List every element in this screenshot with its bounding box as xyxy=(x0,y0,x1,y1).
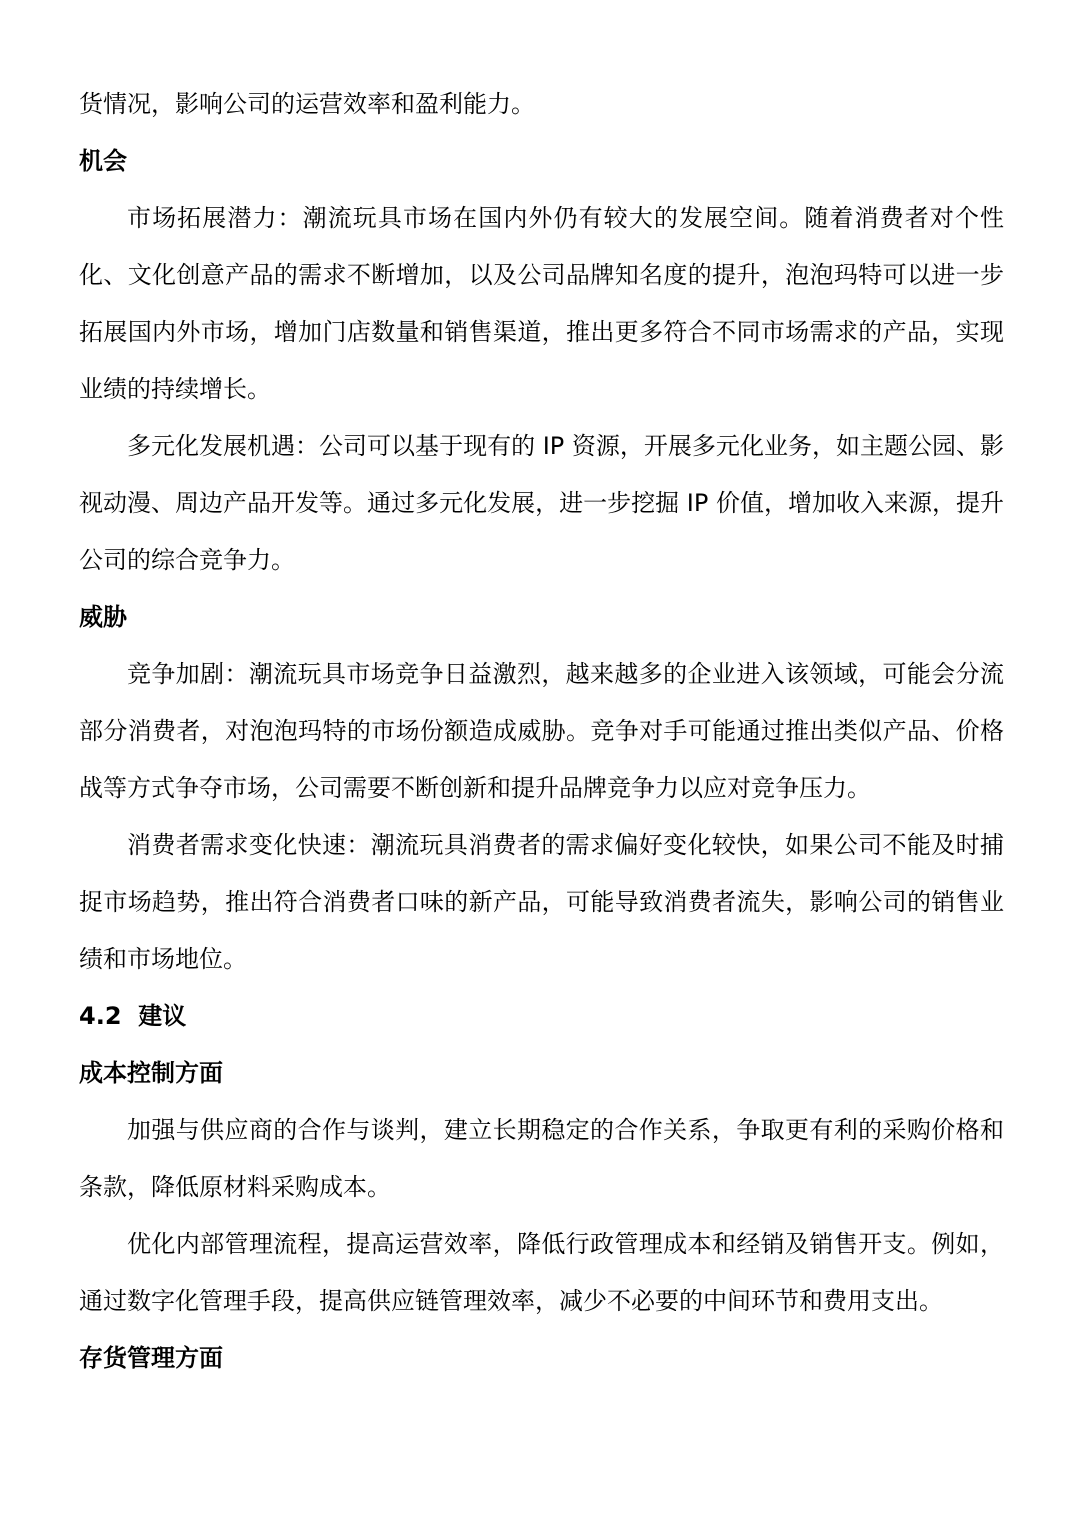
heading-recommendations: 4.2 建议 xyxy=(79,1002,187,1030)
heading-opportunities: 机会 xyxy=(79,147,127,175)
heading-inventory-management: 存货管理方面 xyxy=(79,1344,223,1372)
paragraph-consumer-demand: 消费者需求变化快速：潮流玩具消费者的需求偏好变化较快，如果公司不能及时捕捉市场趋势，推出符合消费者口味的新产品，可能导致消费者流失，影响公司的销售业绩和市场地位。 xyxy=(79,831,1004,973)
heading-cost-control: 成本控制方面 xyxy=(79,1059,223,1087)
paragraph-internal-management: 优化内部管理流程，提高运营效率，降低行政管理成本和经销及销售开支。例如，通过数字化管理手段，提高供应链管理效率，减少不必要的中间环节和费用支出。 xyxy=(79,1230,1004,1315)
paragraph-market-expansion: 市场拓展潜力：潮流玩具市场在国内外仍有较大的发展空间。随着消费者对个性化、文化创意产品的需求不断增加，以及公司品牌知名度的提升，泡泡玛特可以进一步拓展国内外市场，增加门店数量和销售渠道，推出更多符合不同市场需求的产品，实现业绩的持续增长。 xyxy=(79,204,1004,403)
document-page xyxy=(79,76,1004,1387)
heading-threats: 威胁 xyxy=(79,603,127,631)
paragraph-inventory-continuation: 货情况，影响公司的运营效率和盈利能力。 xyxy=(79,90,535,118)
paragraph-diversification: 多元化发展机遇：公司可以基于现有的 IP 资源，开展多元化业务，如主题公园、影视动漫、周边产品开发等。通过多元化发展，进一步挖掘 IP 价值，增加收入来源，提升公司的综合竞争力。 xyxy=(79,432,1004,574)
paragraph-supplier-cooperation: 加强与供应商的合作与谈判，建立长期稳定的合作关系，争取更有利的采购价格和条款，降低原材料采购成本。 xyxy=(79,1116,1004,1201)
paragraph-competition: 竞争加剧：潮流玩具市场竞争日益激烈，越来越多的企业进入该领域，可能会分流部分消费者，对泡泡玛特的市场份额造成威胁。竞争对手可能通过推出类似产品、价格战等方式争夺市场，公司需要不断创新和提升品牌竞争力以应对竞争压力。 xyxy=(79,660,1004,802)
